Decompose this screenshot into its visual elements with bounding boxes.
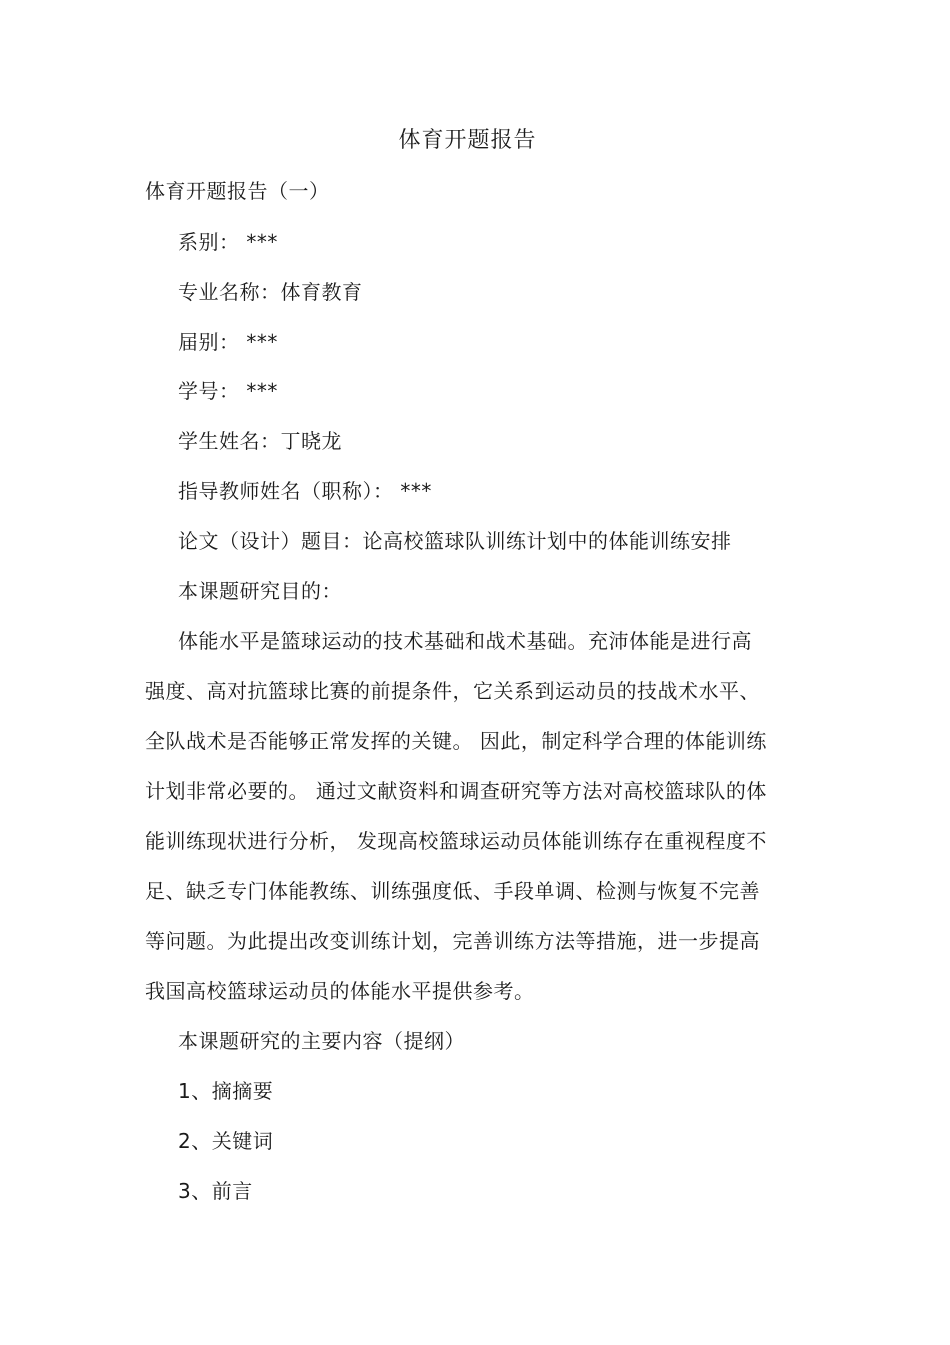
purpose-paragraph-line: 等问题。为此提出改变训练计划，完善训练方法等措施，进一步提高 — [145, 929, 760, 953]
report-subtitle: 体育开题报告（一） — [145, 179, 330, 203]
outline-item: 2、关键词 — [178, 1129, 274, 1153]
department-field: 系别： *** — [178, 230, 278, 254]
advisor-field: 指导教师姓名（职称）： *** — [178, 479, 432, 503]
student-id-field: 学号： *** — [178, 379, 278, 403]
document-title: 体育开题报告 — [398, 128, 537, 153]
purpose-paragraph-line: 强度、高对抗篮球比赛的前提条件，它关系到运动员的技战术水平、 — [145, 679, 760, 703]
major-field: 专业名称：体育教育 — [178, 280, 363, 304]
purpose-heading: 本课题研究目的： — [178, 579, 342, 603]
purpose-paragraph-line: 足、缺乏专门体能教练、训练强度低、手段单调、检测与恢复不完善 — [145, 879, 760, 903]
thesis-title-field: 论文（设计）题目：论高校篮球队训练计划中的体能训练安排 — [178, 529, 732, 553]
purpose-paragraph-line: 能训练现状进行分析， 发现高校篮球运动员体能训练存在重视程度不 — [145, 829, 767, 853]
purpose-paragraph-line: 计划非常必要的。 通过文献资料和调查研究等方法对高校篮球队的体 — [145, 779, 767, 803]
outline-item: 3、前言 — [178, 1179, 253, 1203]
purpose-paragraph-line: 体能水平是篮球运动的技术基础和战术基础。充沛体能是进行高 — [178, 629, 752, 653]
purpose-paragraph-line: 我国高校篮球运动员的体能水平提供参考。 — [145, 979, 535, 1003]
content-heading: 本课题研究的主要内容（提纲） — [178, 1029, 465, 1053]
student-name-field: 学生姓名：丁晓龙 — [178, 429, 342, 453]
purpose-paragraph-line: 全队战术是否能够正常发挥的关键。 因此，制定科学合理的体能训练 — [145, 729, 767, 753]
outline-item: 1、摘摘要 — [178, 1079, 274, 1103]
class-year-field: 届别： *** — [178, 330, 278, 354]
